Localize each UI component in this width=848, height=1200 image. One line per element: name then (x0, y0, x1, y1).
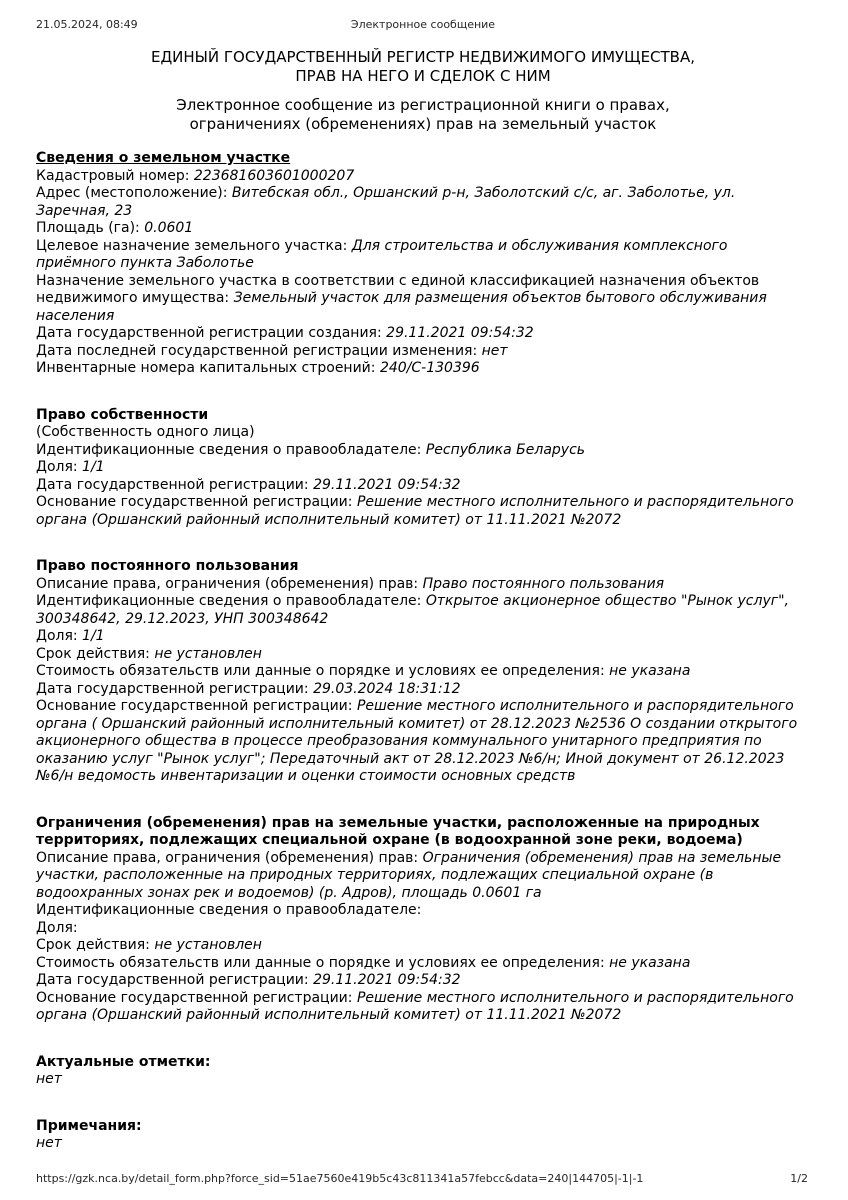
title-line-1: ЕДИНЫЙ ГОСУДАРСТВЕННЫЙ РЕГИСТР НЕДВИЖИМОГО ИМУЩЕСТВА, (150, 48, 696, 66)
section-notes (36, 1118, 810, 1153)
section-actual-marks-heading: Актуальные отметки: (36, 1053, 211, 1070)
field-creation-reg-date (36, 325, 810, 343)
field-value: Решение местного исполнительного и распорядительного органа (Оршанский районный исполнительный комитет) от 11.11.2021 №2072 (36, 494, 794, 528)
field-reg-basis (36, 494, 810, 529)
field-designated-purpose (36, 238, 810, 273)
field-obligations-cost (36, 955, 810, 973)
field-label: Описание права, ограничения (обременения) прав: (36, 849, 423, 866)
field-value: 29.03.2024 18:31:12 (313, 680, 461, 697)
field-label: Инвентарные номера капитальных строений: (36, 360, 380, 376)
field-value: не указана (609, 954, 691, 971)
field-value: Республика Беларусь (425, 441, 586, 458)
field-label: Стоимость обязательств или данные о порядке и условиях ее определения: (36, 954, 610, 971)
field-value: 240/С-130396 (379, 360, 480, 376)
field-label: Целевое назначение земельного участка: (36, 237, 352, 254)
field-reg-date (36, 681, 810, 699)
subtitle-line-1: Электронное сообщение из регистрационной книги о правах, (176, 96, 670, 114)
field-label: Основание государственной регистрации: (36, 698, 357, 714)
field-value: нет (36, 1071, 62, 1087)
field-label: Доля: (36, 459, 83, 475)
field-label: Дата государственной регистрации: (36, 476, 314, 493)
field-classification-purpose (36, 273, 810, 326)
field-label: Стоимость обязательств или данные о порядке и условиях ее определения: (36, 663, 610, 679)
field-value: Для строительства и обслуживания комплексного приёмного пункта Заболотье (36, 237, 728, 271)
print-header (36, 18, 810, 32)
field-label: Идентификационные сведения о правообладателе: (36, 902, 422, 918)
field-right-description (36, 576, 810, 594)
field-value: Земельный участок для размещения объектов бытового обслуживания населения (36, 290, 767, 324)
field-value: Решение местного исполнительного и распорядительного органа (Оршанский районный исполнительный комитет) от 11.11.2021 №2072 (36, 989, 794, 1023)
section-parcel-heading: Сведения о земельном участке (36, 150, 291, 166)
field-label: Кадастровый номер: (36, 167, 194, 184)
footer-page-number: 1/2 (790, 1172, 808, 1185)
field-value: Витебская обл., Оршанский р-н, Заболотский с/с, аг. Заболотье, ул. Заречная, 23 (36, 185, 736, 219)
field-label: Описание права, ограничения (обременения) прав: (36, 575, 423, 592)
section-restrictions (36, 815, 810, 1025)
field-label: Дата государственной регистрации: (36, 972, 314, 988)
field-value: Открытое акционерное общество "Рынок услуг", 300348642, 29.12.2023, УНП 300348642 (36, 593, 789, 627)
field-last-change-reg-date (36, 343, 810, 361)
field-right-description (36, 850, 810, 903)
subtitle-line-2: ограничениях (обременениях) прав на земельный участок (189, 115, 657, 133)
field-label: Дата государственной регистрации: (36, 680, 314, 697)
field-share (36, 920, 810, 938)
field-value: не установлен (154, 645, 262, 662)
print-datetime: 21.05.2024, 08:49 (36, 18, 138, 31)
field-area (36, 220, 810, 238)
field-notes-value (36, 1135, 810, 1153)
field-value: 0.0601 (144, 220, 194, 236)
field-label: Адрес (местоположение): (36, 185, 232, 201)
section-permanent-use-right (36, 558, 810, 786)
field-value: нет (36, 1135, 62, 1151)
field-obligations-cost (36, 663, 810, 681)
field-label: Идентификационные сведения о правообладателе: (36, 441, 426, 458)
field-value: не установлен (154, 937, 262, 953)
field-inventory-numbers (36, 360, 810, 378)
section-actual-marks (36, 1054, 810, 1089)
field-value: Право постоянного пользования (422, 575, 665, 592)
footer-source-url: https://gzk.nca.by/detail_form.php?force_sid=51ae7560e419b5c43c811341a57febcc&data=240|144705|-1|-1 (36, 1172, 644, 1185)
field-validity-term (36, 937, 810, 955)
field-label: Доля: (36, 919, 78, 936)
field-reg-basis (36, 990, 810, 1025)
field-reg-date (36, 972, 810, 990)
field-value: 29.11.2021 09:54:32 (313, 476, 461, 493)
field-value: 1/1 (82, 459, 105, 475)
field-value: не указана (609, 663, 691, 679)
field-label: Основание государственной регистрации: (36, 494, 357, 510)
field-address (36, 185, 810, 220)
field-value: нет (481, 342, 508, 359)
document-subtitle (36, 96, 810, 134)
field-cadastral-number (36, 168, 810, 186)
section-restrictions-heading: Ограничения (обременения) прав на земельные участки, расположенные на природных территориях, подлежащих специальной охране (в водоохранной зоне реки, водоема) (36, 814, 760, 848)
field-label: Основание государственной регистрации: (36, 989, 357, 1006)
print-footer (36, 1172, 808, 1186)
section-ownership-right (36, 407, 810, 530)
field-actual-marks-value (36, 1071, 810, 1089)
section-ownership-heading: Право собственности (36, 406, 209, 423)
field-value: 1/1 (82, 628, 105, 644)
title-line-2: ПРАВ НА НЕГО И СДЕЛОК С НИМ (295, 67, 551, 85)
field-label: Дата государственной регистрации создания: (36, 325, 387, 341)
field-label: Назначение земельного участка в соответствии с единой классификацией назначения объектов недвижимого имущества: (36, 272, 760, 306)
field-reg-date (36, 477, 810, 495)
field-value: 29.11.2021 09:54:32 (313, 972, 461, 988)
field-value: 223681603601000207 (193, 167, 355, 184)
section-parcel-info (36, 150, 810, 378)
document-title (36, 48, 810, 86)
field-rightholder (36, 442, 810, 460)
field-validity-term (36, 646, 810, 664)
field-value: 29.11.2021 09:54:32 (386, 325, 534, 341)
field-label: Площадь (га): (36, 220, 145, 236)
field-rightholder (36, 593, 810, 628)
field-rightholder (36, 902, 810, 920)
field-label: Доля: (36, 628, 83, 644)
field-label: Срок действия: (36, 937, 155, 953)
section-notes-heading: Примечания: (36, 1117, 142, 1134)
field-label: Срок действия: (36, 645, 155, 662)
field-label: Идентификационные сведения о правообладателе: (36, 593, 426, 609)
field-share (36, 459, 810, 477)
field-value: Ограничения (обременения) прав на земельные участки, расположенные на природных территориях, подлежащих специальной охране (в водоохранных зонах рек и водоемов) (р. Адров), площадь 0.0601 га (36, 849, 782, 901)
field-share (36, 628, 810, 646)
print-doc-name: Электронное сообщение (350, 18, 496, 31)
section-permanent-use-heading: Право постоянного пользования (36, 558, 299, 574)
section-ownership-note: (Собственность одного лица) (36, 424, 255, 440)
field-label: Дата последней государственной регистрации изменения: (36, 342, 482, 359)
field-value: Решение местного исполнительного и распорядительного органа ( Оршанский районный исполнительный комитет) от 28.12.2023 №2536 О создании открытого акционерного общества в процессе преобразования коммунального унитарного предприятия по оказанию услуг "Рынок услуг"; Передаточный акт от 28.12.2023 №6/н; Иной документ от 26.12.2023 №6/н ведомость инвентаризации и оценки стоимости основных средств (36, 698, 798, 784)
field-reg-basis (36, 698, 810, 786)
